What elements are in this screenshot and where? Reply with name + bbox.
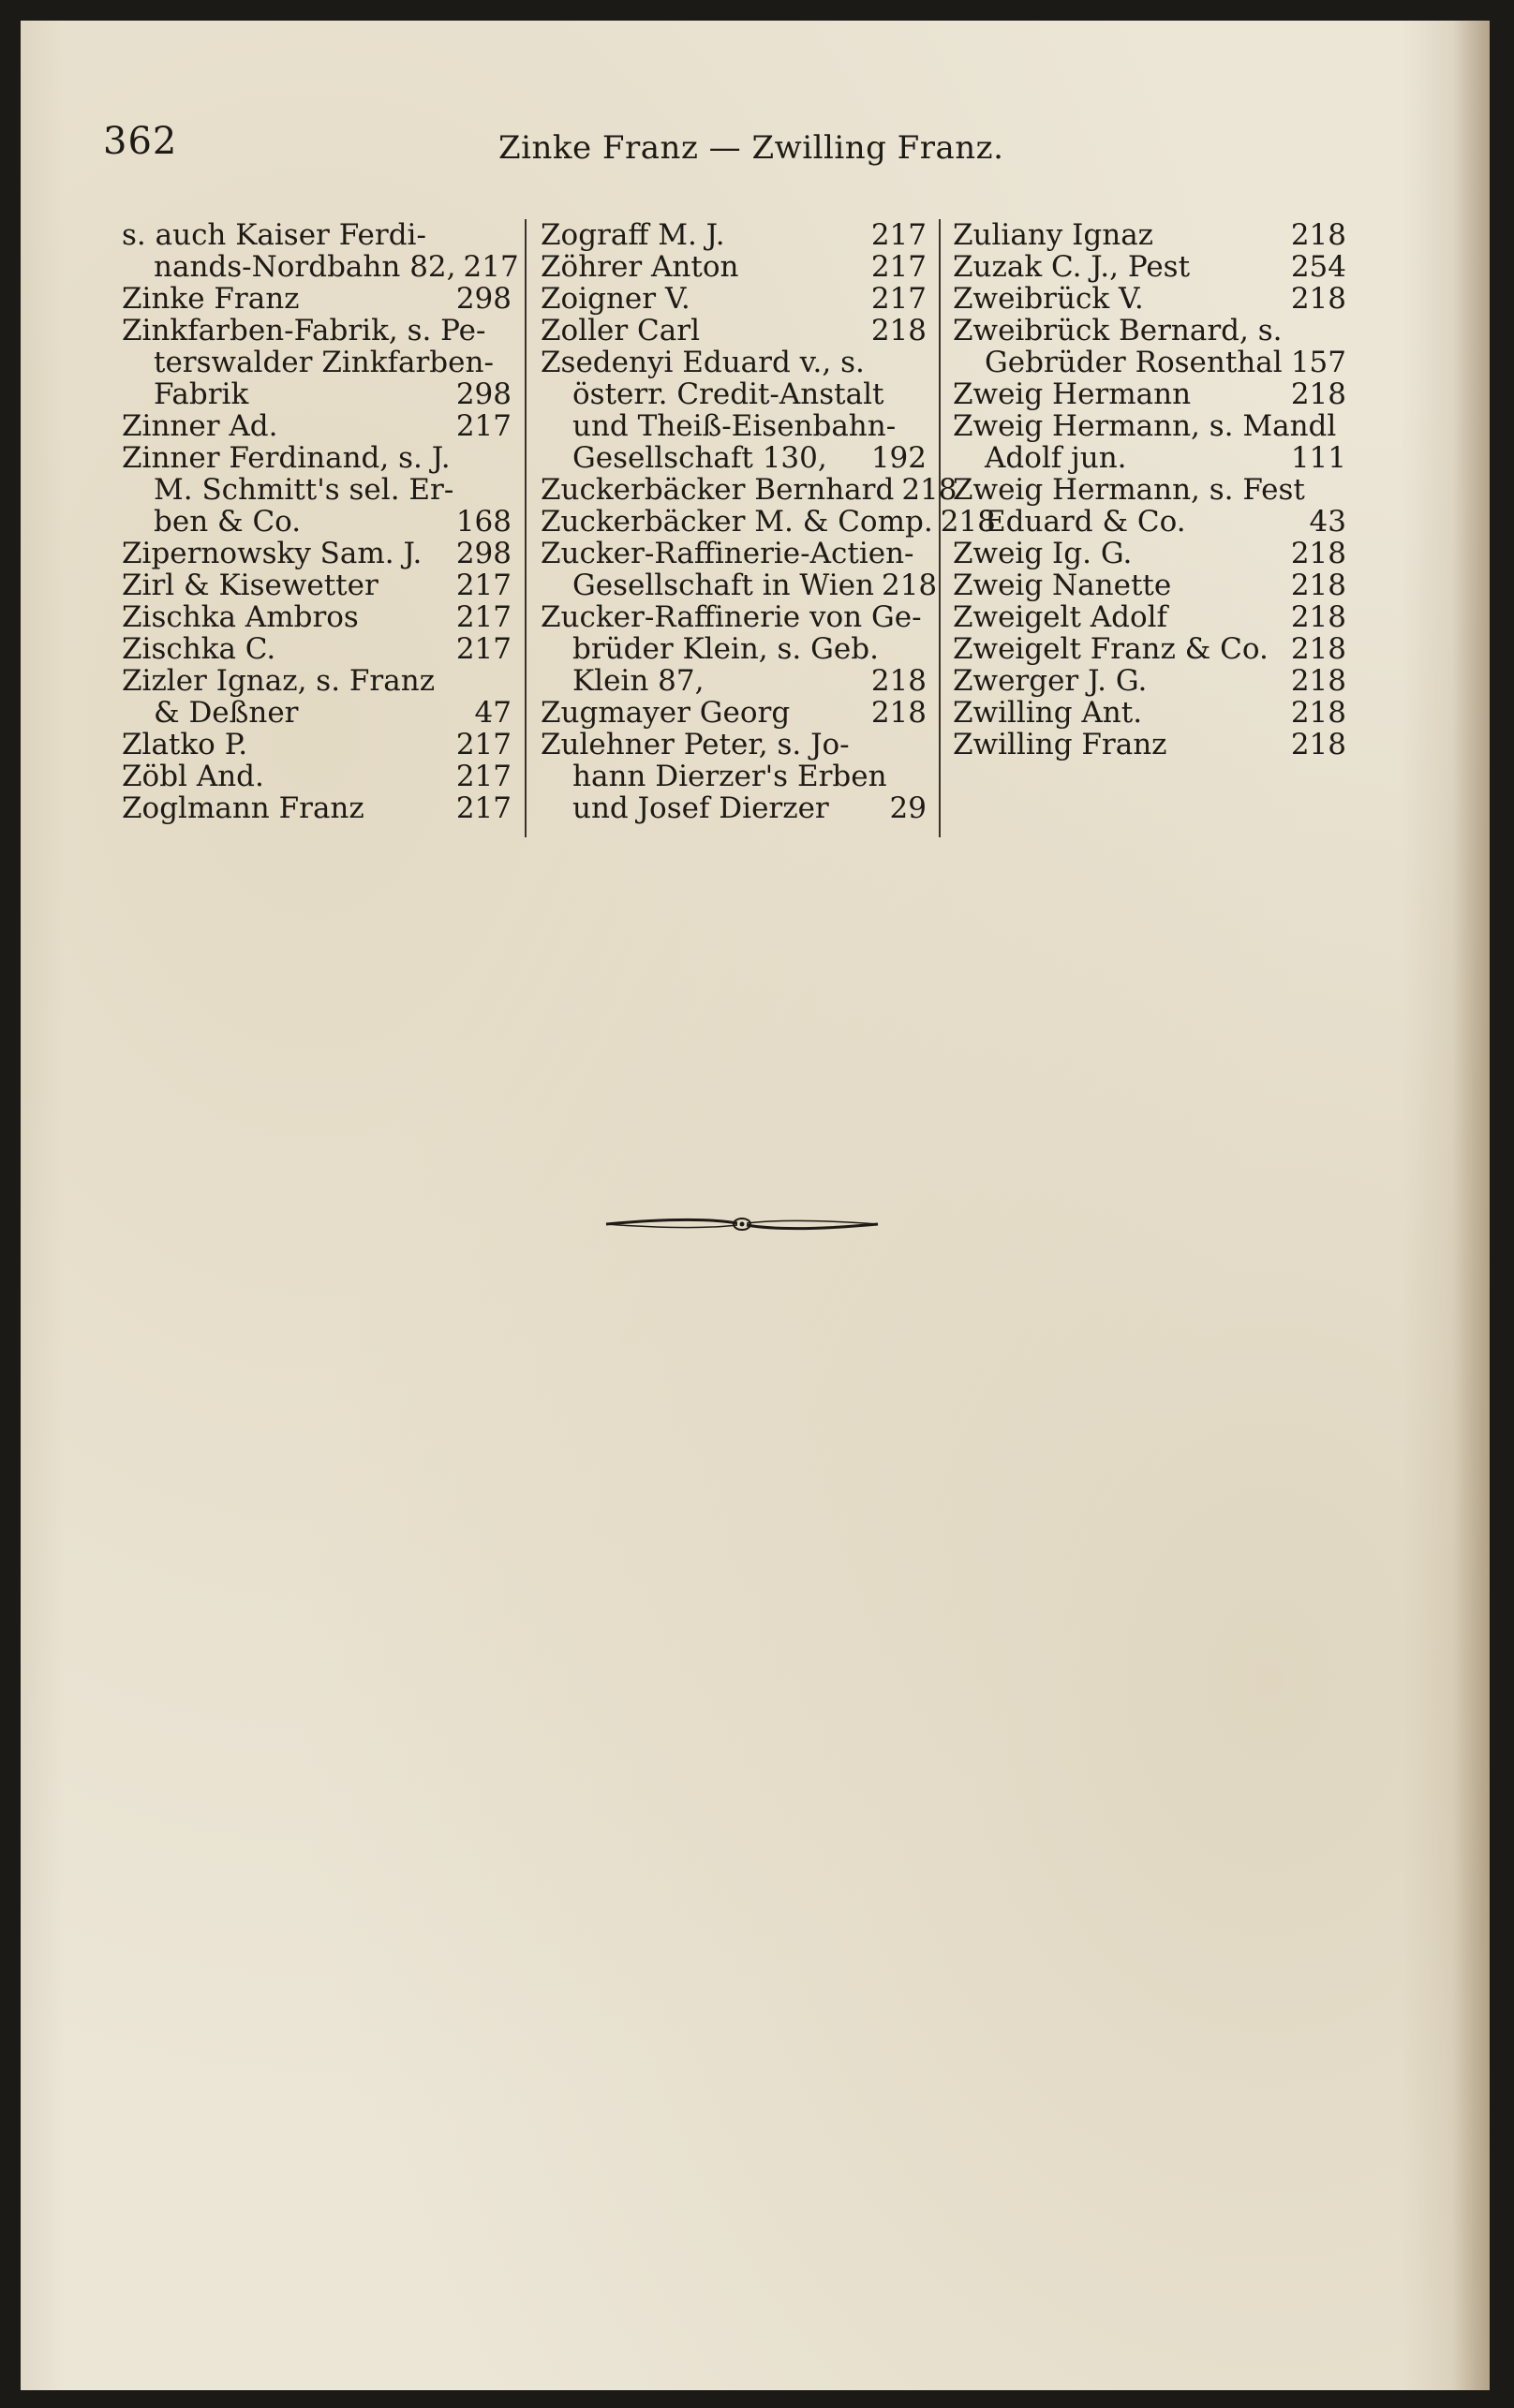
entry-page-number: 168	[455, 505, 512, 539]
index-entry-line	[953, 347, 1346, 378]
entry-text: Zlatko P.	[122, 728, 248, 761]
entry-text: Zucker-Raffinerie-Actien-	[541, 537, 914, 570]
index-entry-line	[541, 761, 927, 792]
entry-text: Zischka C.	[122, 632, 276, 666]
entry-text: Gebrüder Rosenthal	[985, 346, 1283, 379]
entry-text: M. Schmitt's sel. Er-	[154, 473, 454, 507]
entry-text: & Deßner	[154, 696, 299, 730]
entry-text: Zweigelt Adolf	[953, 600, 1168, 634]
entry-text: Zizler Ignaz, s. Franz	[122, 664, 436, 698]
index-entry-line	[953, 442, 1346, 474]
entry-text: Zinke Franz	[122, 282, 300, 316]
index-entry-line	[122, 601, 512, 633]
entry-text: Zweig Hermann	[953, 377, 1192, 411]
entry-text: Zinkfarben-Fabrik, s. Pe-	[122, 314, 486, 347]
entry-page-number: 217	[455, 632, 512, 666]
entry-text: Zweig Nanette	[953, 569, 1172, 602]
index-entry-line	[541, 410, 927, 442]
index-entry-line	[953, 601, 1346, 633]
index-entry-line	[541, 538, 927, 569]
entry-text: Zuckerbäcker Bernhard	[541, 473, 895, 507]
index-entry-line	[953, 538, 1346, 569]
entry-page-number: 217	[455, 728, 512, 761]
index-entry-line	[122, 219, 512, 251]
entry-page-number: 111	[1290, 441, 1346, 475]
index-entry-line	[122, 761, 512, 792]
index-entry-line	[541, 283, 927, 315]
entry-text: Zöhrer Anton	[541, 250, 739, 284]
entry-page-number: 218	[1290, 537, 1346, 570]
entry-text: Zwilling Ant.	[953, 696, 1143, 730]
index-entry-line	[953, 378, 1346, 410]
entry-page-number: 254	[1290, 250, 1346, 284]
entry-page-number: 218	[870, 314, 927, 347]
index-entry-line	[122, 378, 512, 410]
entry-page-number: 217	[463, 250, 519, 284]
page-number: 362	[103, 120, 178, 163]
index-entry-line	[541, 473, 957, 507]
index-entry-line	[953, 283, 1346, 315]
book-page	[21, 21, 1490, 2390]
entry-text: Zoigner V.	[541, 282, 690, 316]
entry-text: Zöbl And.	[122, 760, 264, 793]
entry-page-number: 217	[455, 569, 512, 602]
index-entry-line	[122, 442, 512, 474]
index-entry-line	[122, 410, 512, 442]
entry-page-number: 218	[870, 664, 927, 698]
entry-text: Zirl & Kisewetter	[122, 569, 378, 602]
index-entry-line	[541, 378, 927, 410]
index-entry-line	[953, 251, 1346, 283]
entry-text: Adolf jun.	[985, 441, 1127, 475]
index-entry-line	[122, 506, 512, 538]
entry-page-number: 217	[455, 760, 512, 793]
entry-text: Zweibrück Bernard, s.	[953, 314, 1283, 347]
running-head: Zinke Franz — Zwilling Franz.	[498, 129, 1004, 167]
entry-page-number: 218	[1290, 664, 1346, 698]
index-entry-line	[122, 569, 512, 601]
index-entry-line	[953, 697, 1346, 729]
entry-page-number: 298	[455, 377, 512, 411]
entry-text: Zweig Hermann, s. Mandl	[953, 409, 1337, 443]
entry-page-number: 217	[870, 282, 927, 316]
index-entry-line	[541, 792, 927, 824]
index-entry-line	[953, 665, 1346, 697]
entry-page-number: 218	[881, 569, 938, 602]
entry-page-number: 157	[1290, 346, 1346, 379]
entry-text: Zweibrück V.	[953, 282, 1144, 316]
index-entry-line	[541, 347, 927, 378]
entry-text: Zinner Ad.	[122, 409, 278, 443]
entry-text: österr. Credit-Anstalt	[572, 377, 884, 411]
index-entry-line	[953, 219, 1346, 251]
entry-page-number: 192	[870, 441, 927, 475]
index-entry-line	[953, 410, 1346, 442]
entry-page-number: 218	[1290, 377, 1346, 411]
entry-text: Fabrik	[154, 377, 249, 411]
entry-text: Klein 87,	[572, 664, 705, 698]
entry-text: Zweig Hermann, s. Fest	[953, 473, 1305, 507]
entry-text: Zischka Ambros	[122, 600, 359, 634]
index-entry-line	[541, 315, 927, 347]
entry-page-number: 47	[474, 696, 512, 730]
entry-text: Zwilling Franz	[953, 728, 1167, 761]
index-entry-line	[122, 283, 512, 315]
entry-page-number: 217	[455, 600, 512, 634]
index-entry-line	[122, 697, 512, 729]
index-entry-line	[122, 315, 512, 347]
entry-page-number: 43	[1309, 505, 1346, 539]
entry-text: und Josef Dierzer	[572, 791, 829, 825]
entry-page-number: 217	[870, 218, 927, 252]
entry-page-number: 298	[455, 537, 512, 570]
index-column-1	[122, 218, 519, 825]
entry-text: Zoller Carl	[541, 314, 700, 347]
entry-text: Zweigelt Franz & Co.	[953, 632, 1269, 666]
index-entry-line	[953, 315, 1346, 347]
entry-page-number: 217	[870, 250, 927, 284]
entry-text: Zuckerbäcker M. & Comp.	[541, 505, 933, 539]
entry-text: nands-Nordbahn 82,	[154, 250, 456, 284]
entry-text: brüder Klein, s. Geb.	[572, 632, 879, 666]
entry-page-number: 218	[1290, 218, 1346, 252]
entry-text: Zuliany Ignaz	[953, 218, 1154, 252]
entry-text: Zuzak C. J., Pest	[953, 250, 1191, 284]
entry-page-number: 218	[1290, 600, 1346, 634]
entry-text: Eduard & Co.	[985, 505, 1186, 539]
index-entry-line	[541, 633, 927, 665]
index-entry-line	[122, 347, 512, 378]
entry-text: Zoglmann Franz	[122, 791, 364, 825]
entry-page-number: 218	[1290, 696, 1346, 730]
index-entry-line	[953, 569, 1346, 601]
index-entry-line	[953, 474, 1346, 506]
entry-text: Zinner Ferdinand, s. J.	[122, 441, 451, 475]
entry-page-number: 218	[870, 696, 927, 730]
entry-text: und Theiß-Eisenbahn-	[572, 409, 897, 443]
entry-text: terswalder Zinkfarben-	[154, 346, 494, 379]
index-column-3	[953, 219, 1346, 761]
entry-text: Zograff M. J.	[541, 218, 725, 252]
index-entry-line	[541, 505, 996, 539]
index-entry-line	[953, 633, 1346, 665]
entry-page-number: 29	[889, 791, 927, 825]
index-entry-line	[953, 729, 1346, 761]
entry-page-number: 218	[1290, 632, 1346, 666]
index-entry-line	[122, 474, 512, 506]
entry-text: Zipernowsky Sam. J.	[122, 537, 423, 570]
entry-text: Zweig Ig. G.	[953, 537, 1133, 570]
entry-page-number: 218	[1290, 282, 1346, 316]
index-entry-line	[541, 697, 927, 729]
index-entry-line	[541, 665, 927, 697]
entry-text: Zucker-Raffinerie von Ge-	[541, 600, 922, 634]
entry-text: hann Dierzer's Erben	[572, 760, 887, 793]
entry-text: Zugmayer Georg	[541, 696, 791, 730]
index-entry-line	[122, 633, 512, 665]
index-entry-line	[122, 250, 519, 284]
index-entry-line	[953, 506, 1346, 538]
index-entry-line	[541, 251, 927, 283]
index-entry-line	[541, 729, 927, 761]
index-entry-line	[122, 665, 512, 697]
entry-page-number: 218	[1290, 569, 1346, 602]
entry-page-number: 217	[455, 791, 512, 825]
entry-page-number: 218	[901, 473, 957, 507]
entry-page-number: 298	[455, 282, 512, 316]
index-entry-line	[122, 792, 512, 824]
entry-text: Zsedenyi Eduard v., s.	[541, 346, 865, 379]
column-divider	[525, 219, 527, 837]
index-entry-line	[122, 729, 512, 761]
index-entry-line	[541, 601, 927, 633]
page-edge-shadow	[1452, 21, 1490, 2390]
index-entry-line	[541, 219, 927, 251]
index-column-2	[541, 218, 996, 825]
entry-text: ben & Co.	[154, 505, 302, 539]
entry-text: s. auch Kaiser Ferdi-	[122, 218, 426, 252]
entry-page-number: 218	[1290, 728, 1346, 761]
entry-text: Zwerger J. G.	[953, 664, 1148, 698]
entry-text: Gesellschaft 130,	[572, 441, 827, 475]
entry-text: Gesellschaft in Wien	[572, 569, 874, 602]
entry-page-number: 218	[940, 505, 996, 539]
entry-text: Zulehner Peter, s. Jo-	[541, 728, 850, 761]
index-entry-line	[541, 569, 938, 602]
index-entry-line	[122, 538, 512, 569]
index-entry-line	[541, 442, 927, 474]
entry-page-number: 217	[455, 409, 512, 443]
tailpiece-ornament-icon	[601, 1210, 883, 1238]
